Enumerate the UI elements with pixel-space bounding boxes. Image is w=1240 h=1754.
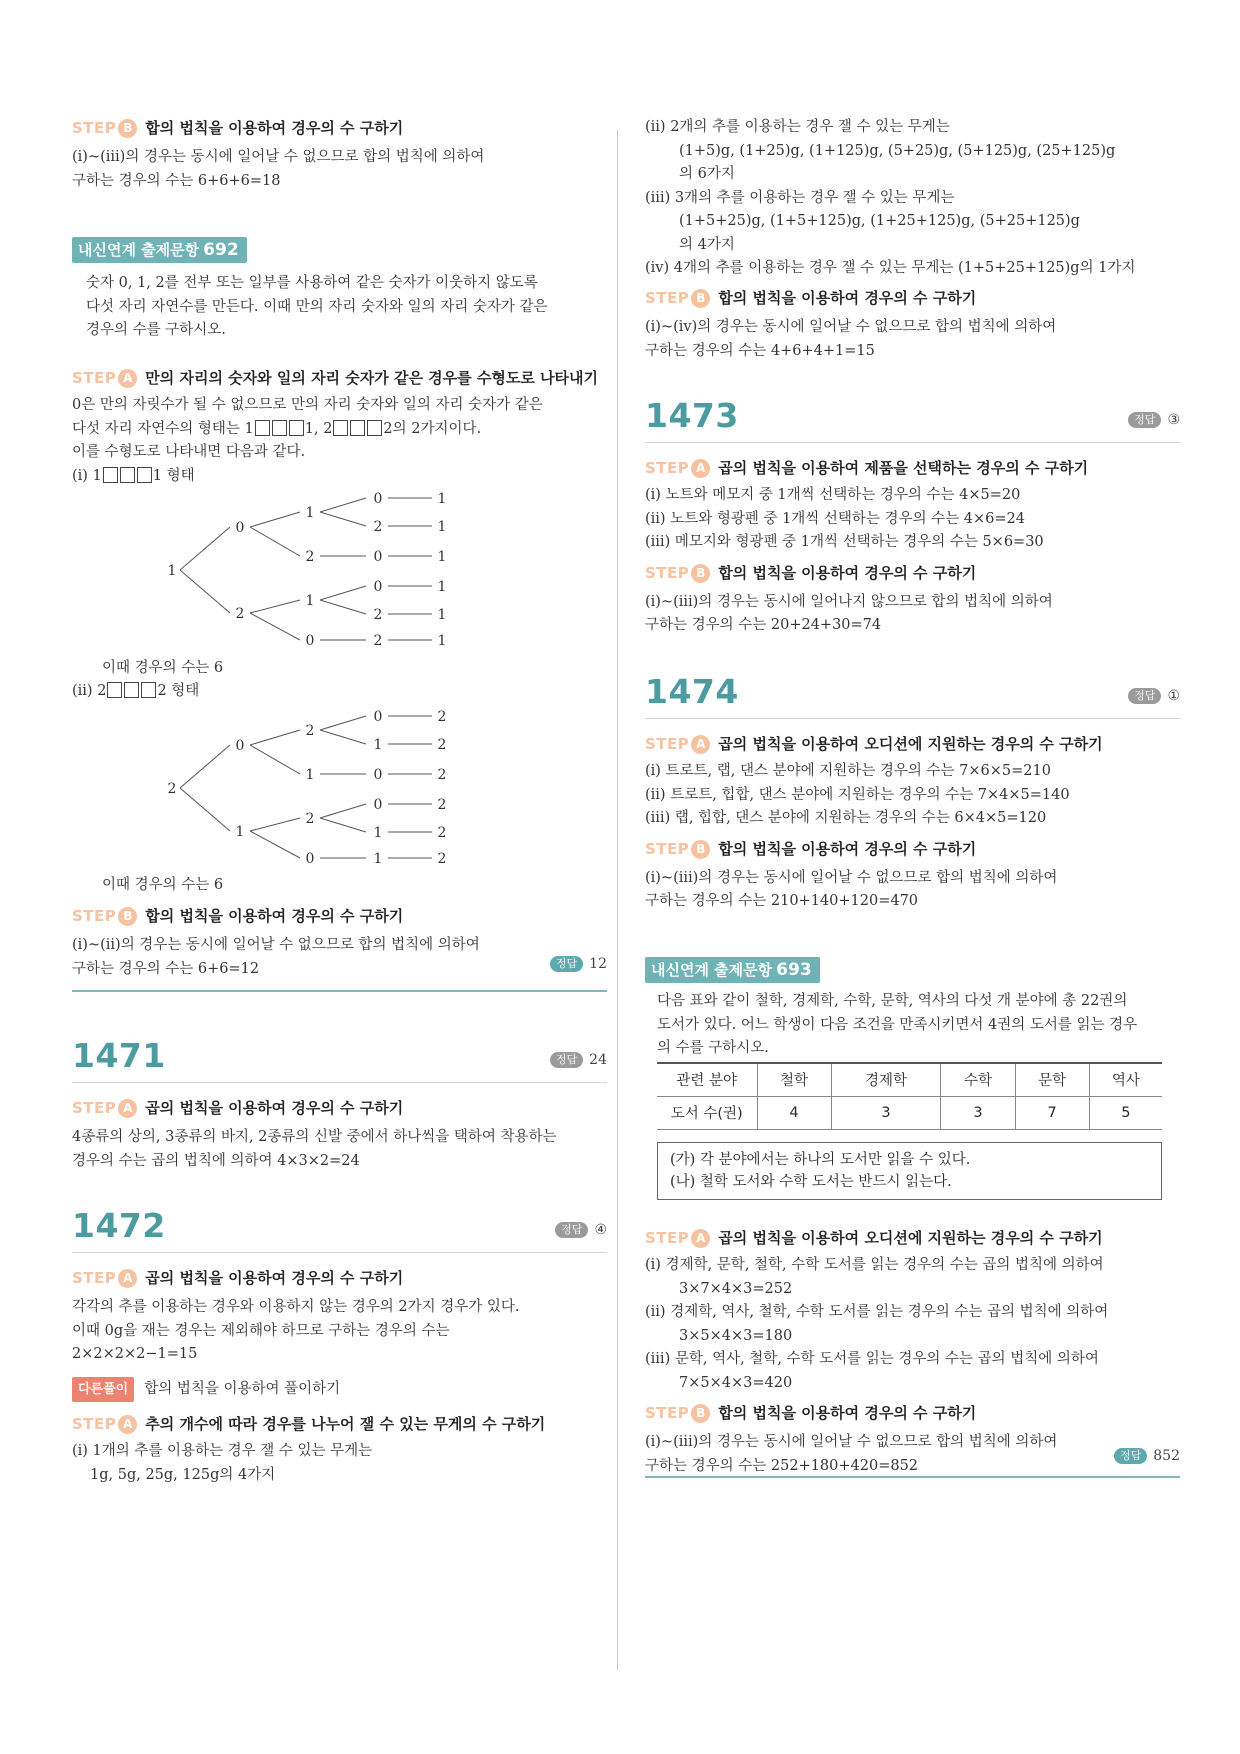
section-rule: [645, 1476, 1180, 1478]
problem-rule: [645, 442, 1180, 443]
tree1-edge: [250, 512, 300, 527]
tree2-node-level3: 0: [373, 709, 383, 725]
problem-693-text: 다음 표와 같이 철학, 경제학, 수학, 문학, 역사의 다섯 개 분야에 총 22권의 도서가 있다. 어느 학생이 다음 조건을 만족시키면서 4권의 도서를 읽는 경우 의 수를 구하시오.: [657, 993, 1138, 1056]
left-column: [72, 0, 607, 1483]
table-header: 문학: [1015, 1063, 1089, 1096]
tree1-node-level4: 1: [437, 633, 447, 648]
table-cell: 3: [831, 1096, 941, 1129]
tree1-edge: [320, 600, 366, 614]
tree1-edge: [320, 512, 366, 526]
tree-diagram-1: [72, 488, 607, 648]
tree1-node-level3: 0: [373, 491, 383, 507]
problem-number-1472: 1472: [72, 1206, 166, 1245]
related-problem-header-693: 내신연계 출제문항 693: [645, 957, 1180, 983]
column-divider: [617, 130, 618, 1670]
table-header: 수학: [941, 1063, 1015, 1096]
tree1-edge: [250, 613, 300, 640]
tree2-edge: [250, 831, 300, 858]
tree1-edge: [320, 498, 366, 512]
tree1-node-level1: 2: [235, 606, 245, 622]
tree2-node-level2: 2: [305, 723, 315, 739]
table-header: 철학: [757, 1063, 831, 1096]
weights-continuation: (ⅱ) 2개의 추를 이용하는 경우 잴 수 있는 무게는 (1+5)g, (1+25)g, (1+125)g, (5+25)g, (5+125)g, (25+125)g 의 6가지 (ⅲ) 3개의 추를 이용하는 경우 잴 수 있는 무게는 (1+5+25)g, (1+5+125)g, (1+25+125)g, (5+25+125)g 의 4가지 (ⅳ) 4개의 추를 이용하는 경우 잴 수 있는 무게는 (1+5+25+125)g의 1가지: [645, 119, 1136, 276]
books-table: [657, 1062, 1162, 1130]
tree2-root: 2: [167, 781, 177, 797]
related-problem-header-692: 내신연계 출제문항 692: [72, 237, 607, 263]
tree2-edge: [250, 818, 300, 831]
answer-693: 정답 852: [1114, 1448, 1180, 1464]
problem-1473: [645, 396, 1180, 435]
tree2-edge: [180, 788, 230, 831]
tree1-node-level3: 2: [373, 519, 383, 535]
tree1-edge: [250, 600, 300, 613]
tree1-edge: [320, 586, 366, 600]
problem-1471-solution: STEP A 곱의 법칙을 이용하여 경우의 수 구하기 4종류의 상의, 3종류의 바지, 2종류의 신발 중에서 하나씩을 택하여 착용하는 경우의 수는 곱의 법칙에 의하여 4×3×2=24: [72, 1099, 557, 1169]
table-header: 경제학: [831, 1063, 941, 1096]
problem-1472: [72, 1206, 607, 1245]
problem-692-text: 숫자 0, 1, 2를 전부 또는 일부를 사용하여 같은 숫자가 이웃하지 않도록 다섯 자리 자연수를 만든다. 이때 만의 자리 숫자와 일의 자리 숫자가 같은 경우의 수를 구하시오.: [86, 275, 548, 338]
table-header: 관련 분야: [657, 1063, 757, 1096]
tree1-node-level3: 2: [373, 607, 383, 623]
problem-1472-solution: STEP A 곱의 법칙을 이용하여 경우의 수 구하기 각각의 추를 이용하는 경우와 이용하지 않는 경우의 2가지 경우가 있다. 이때 0g을 재는 경우는 제외해야 하므로 구하는 경우의 수는 2×2×2×2−1=15 다른풀이 합의 법칙을 이용하여 풀이하기 STEP A 추의 개수에 따라 경우를 나누어 잴 수 있는 무게의 수 구하기 (ⅰ) 1개의 추를 이용하는 경우 잴 수 있는 무게는 1g, 5g, 25g, 125g의 4가지: [72, 1269, 546, 1483]
table-header: 역사: [1089, 1063, 1162, 1096]
case1-result: 이때 경우의 수는 6: [102, 660, 224, 676]
tree1-node-level2: 2: [305, 549, 315, 565]
section-rule: [72, 990, 607, 992]
table-cell: 5: [1089, 1096, 1162, 1129]
tree1-edge: [180, 527, 230, 570]
tree1-edge: [180, 570, 230, 613]
case2-label: (ⅱ) 2 2 형태: [72, 683, 200, 699]
table-cell: 도서 수(권): [657, 1096, 757, 1129]
tree1-node-level3: 0: [373, 579, 383, 595]
tree2-node-level4: 2: [437, 767, 447, 783]
problem-rule: [645, 718, 1180, 719]
tree2-node-level3: 1: [373, 851, 383, 866]
tree2-edge: [320, 804, 366, 818]
tree1-node-level4: 1: [437, 607, 447, 623]
answer-1474: 정답 ①: [1128, 688, 1180, 704]
tree1-node-level3: 0: [373, 549, 383, 565]
tree2-edge: [320, 730, 366, 744]
left-step-a-2: STEP A 만의 자리의 숫자와 일의 자리 숫자가 같은 경우를 수형도로 나타내기 0은 만의 자릿수가 될 수 없으므로 만의 자리 숫자와 일의 자리 숫자가 같은 다섯 자리 자연수의 형태는 1 1, 2 2의 2가지이다. 이를 수형도로 나타내면 다음과 같다. (ⅰ) 1 1 형태: [72, 369, 599, 484]
tree2-node-level3: 1: [373, 825, 383, 841]
tree1-node-level4: 1: [437, 491, 447, 507]
tree-diagram-2: [72, 706, 607, 866]
tree2-node-level4: 2: [437, 737, 447, 753]
alternative-solution-badge: 다른풀이: [72, 1377, 134, 1403]
tree2-node-level3: 1: [373, 737, 383, 753]
right-step-b-1: STEP B 합의 법칙을 이용하여 경우의 수 구하기 (ⅰ)~(ⅳ)의 경우는 동시에 일어날 수 없으므로 합의 법칙에 의하여 구하는 경우의 수는 4+6+4+1=15: [645, 289, 1057, 359]
tree1-node-level4: 1: [437, 579, 447, 595]
tree2-node-level4: 2: [437, 709, 447, 725]
answer-692: 정답 12: [550, 956, 607, 972]
problem-1473-solution: STEP A 곱의 법칙을 이용하여 제품을 선택하는 경우의 수 구하기 (ⅰ) 노트와 메모지 중 1개씩 선택하는 경우의 수는 4×5=20 (ⅱ) 노트와 형광펜 중 1개씩 선택하는 경우의 수는 4×6=24 (ⅲ) 메모지와 형광펜 중 1개씩 선택하는 경우의 수는 5×6=30 STEP B 합의 법칙을 이용하여 경우의 수 구하기 (ⅰ)~(ⅲ)의 경우는 동시에 일어나지 않으므로 합의 법칙에 의하여 구하는 경우의 수는 20+24+30=74: [645, 459, 1089, 633]
tree2-node-level2: 1: [305, 767, 315, 783]
tree1-root: 1: [167, 563, 177, 579]
tree1-edge: [250, 527, 300, 556]
tree2-node-level4: 2: [437, 825, 447, 841]
tree1-node-level4: 1: [437, 549, 447, 565]
answer-1471: 정답 24: [550, 1052, 607, 1068]
table-cell: 7: [1015, 1096, 1089, 1129]
problem-rule: [72, 1082, 607, 1083]
conditions-box: (가) 각 분야에서는 하나의 도서만 읽을 수 있다. (나) 철학 도서와 수학 도서는 반드시 읽는다.: [657, 1142, 1162, 1200]
tree2-node-level3: 0: [373, 797, 383, 813]
tree2-node-level1: 1: [235, 824, 245, 840]
problem-1471: [72, 1036, 607, 1075]
tree2-edge: [250, 730, 300, 745]
table-cell: 4: [757, 1096, 831, 1129]
left-step-b-1: STEP B 합의 법칙을 이용하여 경우의 수 구하기 (ⅰ)~(ⅲ)의 경우는 동시에 일어날 수 없으므로 합의 법칙에 의하여 구하는 경우의 수는 6+6+6=18: [72, 119, 485, 189]
answer-1472: 정답 ④: [555, 1222, 607, 1238]
tree1-node-level2: 1: [305, 593, 315, 609]
tree2-edge: [320, 818, 366, 832]
table-cell: 3: [941, 1096, 1015, 1129]
problem-number-1474: 1474: [645, 672, 739, 711]
tree2-node-level3: 0: [373, 767, 383, 783]
problem-1474-solution: STEP A 곱의 법칙을 이용하여 오디션에 지원하는 경우의 수 구하기 (ⅰ) 트로트, 랩, 댄스 분야에 지원하는 경우의 수는 7×6×5=210 (ⅱ) 트로트, 힙합, 댄스 분야에 지원하는 경우의 수는 7×4×5=140 (ⅲ) 랩, 힙합, 댄스 분야에 지원하는 경우의 수는 6×4×5=120 STEP B 합의 법칙을 이용하여 경우의 수 구하기 (ⅰ)~(ⅲ)의 경우는 동시에 일어날 수 없으므로 합의 법칙에 의하여 구하는 경우의 수는 210+140+120=470: [645, 735, 1103, 909]
problem-rule: [72, 1252, 607, 1253]
tree2-node-level2: 0: [305, 851, 315, 866]
case2-result: 이때 경우의 수는 6: [102, 877, 224, 893]
tree2-node-level2: 2: [305, 811, 315, 827]
problem-693-solution: STEP A 곱의 법칙을 이용하여 오디션에 지원하는 경우의 수 구하기 (ⅰ) 경제학, 문학, 철학, 수학 도서를 읽는 경우의 수는 곱의 법칙에 의하여 3×7×4×3=252 (ⅱ) 경제학, 역사, 철학, 수학 도서를 읽는 경우의 수는 곱의 법칙에 의하여 3×5×4×3=180 (ⅲ) 문학, 역사, 철학, 수학 도서를 읽는 경우의 수는 곱의 법칙에 의하여 7×5×4×3=420 STEP B 합의 법칙을 이용하여 경우의 수 구하기 (ⅰ)~(ⅲ)의 경우는 동시에 일어날 수 없으므로 합의 법칙에 의하여 구하는 경우의 수는 252+180+420=852: [645, 1229, 1109, 1474]
tree1-node-level4: 1: [437, 519, 447, 535]
tree2-edge: [180, 745, 230, 788]
tree2-node-level1: 0: [235, 738, 245, 754]
left-step-b-3: STEP B 합의 법칙을 이용하여 경우의 수 구하기 (ⅰ)~(ⅱ)의 경우는 동시에 일어날 수 없으므로 합의 법칙에 의하여 구하는 경우의 수는 6+6=12: [72, 907, 480, 977]
tree2-node-level4: 2: [437, 851, 447, 866]
problem-1474: [645, 672, 1180, 711]
tree1-node-level3: 2: [373, 633, 383, 648]
problem-number-1471: 1471: [72, 1036, 166, 1075]
tree1-node-level1: 0: [235, 520, 245, 536]
answer-1473: 정답 ③: [1128, 412, 1180, 428]
right-column: [645, 0, 1180, 1474]
tree2-edge: [320, 716, 366, 730]
tree2-edge: [250, 745, 300, 774]
tree2-node-level4: 2: [437, 797, 447, 813]
problem-number-1473: 1473: [645, 396, 739, 435]
tree1-node-level2: 1: [305, 505, 315, 521]
tree1-node-level2: 0: [305, 633, 315, 648]
